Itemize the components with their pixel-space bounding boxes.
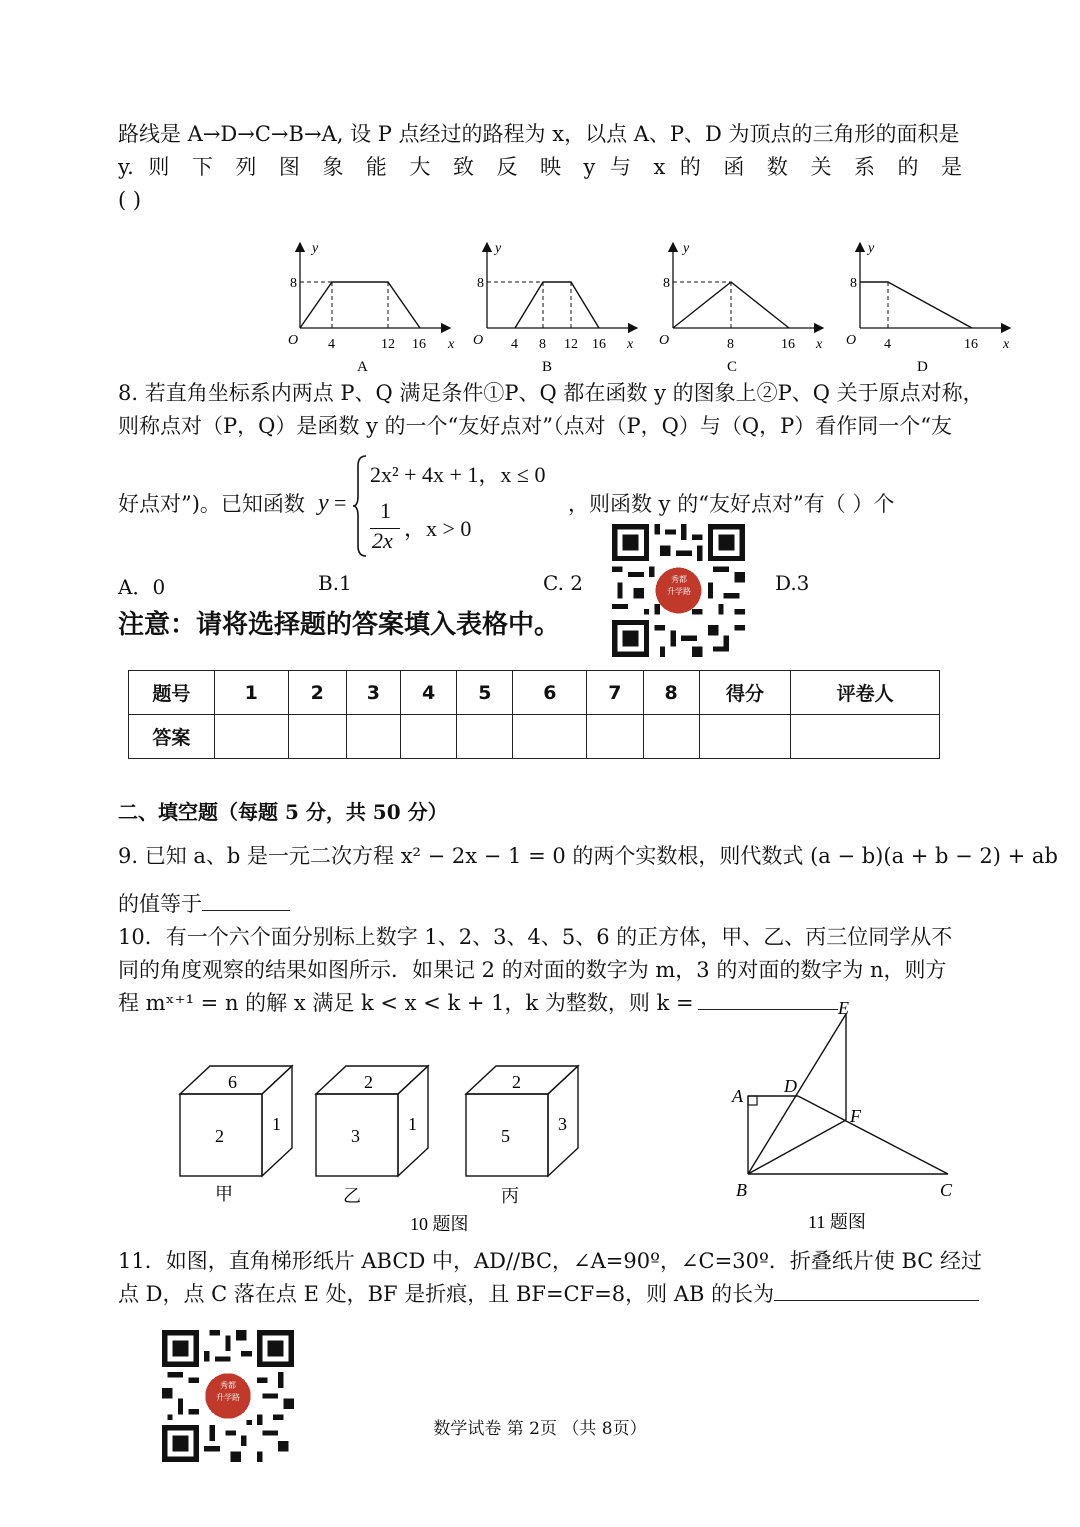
table-header-cell: 8 [643, 671, 699, 715]
piece-2-cond: ，x > 0 [404, 516, 472, 541]
q10-cubes-figure [170, 1060, 590, 1240]
cube-jia-top: 6 [228, 1072, 237, 1092]
q11-figure-caption: 11 题图 [808, 1212, 866, 1232]
cube-jia [180, 1066, 292, 1204]
cube-yi-front: 3 [351, 1126, 360, 1146]
graph-b-xtick-4: 16 [592, 337, 606, 352]
q9-line2 [118, 888, 290, 920]
q8-line3-pre: 好点对”)。已知函数 [118, 492, 305, 516]
graph-b-xtick-1: 4 [511, 337, 518, 352]
q10-line3-text: 程 mˣ⁺¹ = n 的解 x 满足 k < x < k + 1，k 为整数，则 k = [118, 991, 694, 1015]
table-answer-row [129, 715, 940, 759]
graph-c-xtick-2: 16 [781, 337, 795, 352]
q8-option-d: D.3 [775, 571, 810, 595]
graph-c-origin: O [659, 333, 670, 348]
graph-a-ytick: 8 [290, 276, 297, 291]
qr-badge-top-1: 秀都 [671, 575, 687, 584]
q8-option-a: A．0 [118, 575, 166, 599]
q8-line2: 则称点对（P，Q）是函数 y 的一个“友好点对”（点对（P，Q）与（Q，P）看作同一个“友 [118, 414, 952, 438]
graph-d-xtick-1: 4 [884, 337, 891, 352]
answer-cell[interactable] [288, 715, 346, 759]
piecewise-function: y = 2x² + 4x + 1，x ≤ 0 1 2x ，x > 0 [318, 452, 568, 562]
table-row-label: 答案 [129, 715, 215, 759]
graph-b [473, 241, 637, 375]
graph-d-origin: O [846, 333, 857, 348]
table-header-row [129, 671, 940, 715]
table-header-cell: 评卷人 [791, 671, 940, 715]
point-a-label: A [732, 1086, 743, 1106]
graph-c [659, 241, 823, 375]
graph-c-yaxis: y [683, 241, 690, 256]
graph-d-xaxis: x [1003, 337, 1010, 352]
answer-cell[interactable] [587, 715, 643, 759]
grader-cell[interactable] [791, 715, 940, 759]
cube-jia-side: 1 [272, 1114, 281, 1134]
qr-badge-bottom-1: 秀都 [220, 1381, 236, 1390]
answer-table [128, 670, 940, 759]
q10-figure-caption: 10 题图 [410, 1214, 469, 1234]
graph-b-xaxis: x [627, 337, 634, 352]
graph-d-yaxis: y [868, 241, 875, 256]
qr-code-top [612, 524, 745, 657]
point-e-label: E [838, 998, 849, 1018]
q10-line2: 同的角度观察的结果如图所示．如果记 2 的对面的数字为 m，3 的对面的数字为 n，则方 [118, 958, 947, 982]
cube-bing-top: 2 [512, 1072, 521, 1092]
graph-a-xtick-3: 16 [412, 337, 426, 352]
answer-cell[interactable] [214, 715, 288, 759]
cube-bing-side: 3 [558, 1114, 567, 1134]
cube-bing-front: 5 [501, 1126, 510, 1146]
point-f-label: F [850, 1106, 861, 1126]
piece-2-den: 2x [372, 528, 393, 553]
answer-cell[interactable] [346, 715, 400, 759]
table-header-cell: 5 [457, 671, 513, 715]
table-header-cell: 3 [346, 671, 400, 715]
q8-line1: 8. 若直角坐标系内两点 P、Q 满足条件①P、Q 都在函数 y 的图象上②P、Q 关于原点对称， [118, 381, 984, 405]
table-header-cell: 2 [288, 671, 346, 715]
graph-c-xaxis: x [816, 337, 823, 352]
table-header-cell: 得分 [699, 671, 791, 715]
graph-d [846, 241, 1010, 375]
graph-a [288, 241, 455, 375]
table-header-cell: 1 [214, 671, 288, 715]
piece-1: 2x² + 4x + 1，x ≤ 0 [370, 462, 546, 487]
graph-a-yaxis: y [312, 241, 319, 256]
table-header-cell: 题号 [129, 671, 215, 715]
q8-line3-post: ，则函数 y 的“友好点对”有（ ）个 [568, 492, 895, 516]
q11-figure [726, 996, 966, 1236]
graph-c-label: C [727, 359, 738, 375]
piece-2-num: 1 [380, 498, 391, 523]
graph-b-xtick-2: 8 [539, 337, 546, 352]
graph-a-xaxis: x [448, 337, 455, 352]
q9-line1: 9. 已知 a、b 是一元二次方程 x² − 2x − 1 = 0 的两个实数根，则代数式 (a − b)(a + b − 2) + ab [118, 844, 1058, 868]
graph-c-ytick: 8 [663, 276, 670, 291]
cube-yi-caption: 乙 [343, 1186, 361, 1206]
qr-badge-bottom-2: 升学路 [216, 1393, 240, 1402]
q8-option-c: C. 2 [543, 571, 584, 595]
graph-b-ytick: 8 [477, 276, 484, 291]
graph-d-label: D [917, 359, 928, 375]
qr-badge-top-2: 升学路 [667, 587, 691, 596]
q9-answer-blank[interactable] [202, 890, 290, 911]
cube-jia-front: 2 [215, 1126, 224, 1146]
q11-answer-blank[interactable] [774, 1280, 979, 1301]
graph-a-origin: O [288, 333, 299, 348]
table-header-cell: 4 [401, 671, 457, 715]
point-b-label: B [736, 1180, 747, 1200]
answer-cell[interactable] [457, 715, 513, 759]
table-header-cell: 6 [513, 671, 587, 715]
section-heading: 二、填空题（每题 5 分，共 50 分） [118, 800, 448, 824]
point-c-label: C [940, 1180, 953, 1200]
table-header-cell: 7 [587, 671, 643, 715]
q8-option-b: B.1 [318, 571, 352, 595]
cube-bing [466, 1066, 578, 1206]
score-cell[interactable] [699, 715, 791, 759]
graph-b-yaxis: y [495, 241, 502, 256]
q7-graphs [280, 238, 1020, 378]
cube-yi-side: 1 [408, 1114, 417, 1134]
q9-line2-text: 的值等于 [118, 892, 202, 916]
notice-heading: 注意：请将选择题的答案填入表格中。 [118, 610, 561, 640]
graph-a-label: A [357, 359, 368, 375]
q7-line1: 路线是 A→D→C→B→A, 设 P 点经过的路程为 x，以点 A、P、D 为顶点的三角形的面积是 [118, 122, 960, 146]
q11-line1: 11．如图，直角梯形纸片 ABCD 中，AD//BC，∠A=90º，∠C=30º．折叠纸片使 BC 经过 [118, 1249, 983, 1273]
graph-a-xtick-2: 12 [381, 337, 395, 352]
q11-line2-text: 点 D，点 C 落在点 E 处，BF 是折痕，且 BF=CF=8，则 AB 的长为 [118, 1282, 775, 1306]
graph-b-xtick-3: 12 [564, 337, 578, 352]
answer-cell[interactable] [513, 715, 587, 759]
q11-line2 [118, 1278, 979, 1310]
cube-yi-top: 2 [364, 1072, 373, 1092]
graph-b-origin: O [473, 333, 484, 348]
q7-paren: ( ) [118, 188, 142, 212]
q7-line2: y. 则 下 列 图 象 能 大 致 反 映 y 与 x 的 函 数 关 系 的 是 [118, 155, 962, 179]
answer-cell[interactable] [643, 715, 699, 759]
point-d-label: D [784, 1076, 797, 1096]
graph-b-label: B [542, 359, 553, 375]
qr-code-bottom [162, 1330, 294, 1462]
cube-yi [316, 1066, 428, 1206]
answer-cell[interactable] [401, 715, 457, 759]
graph-d-xtick-2: 16 [964, 337, 978, 352]
cube-jia-caption: 甲 [215, 1184, 233, 1204]
q10-line1: 10．有一个六个面分别标上数字 1、2、3、4、5、6 的正方体，甲、乙、丙三位同学从不 [118, 925, 953, 949]
graph-c-xtick-1: 8 [727, 337, 734, 352]
page-footer: 数学试卷 第 2页 （共 8页） [433, 1419, 647, 1439]
graph-d-ytick: 8 [850, 276, 857, 291]
cube-bing-caption: 丙 [501, 1186, 519, 1206]
graph-a-xtick-1: 4 [328, 337, 335, 352]
